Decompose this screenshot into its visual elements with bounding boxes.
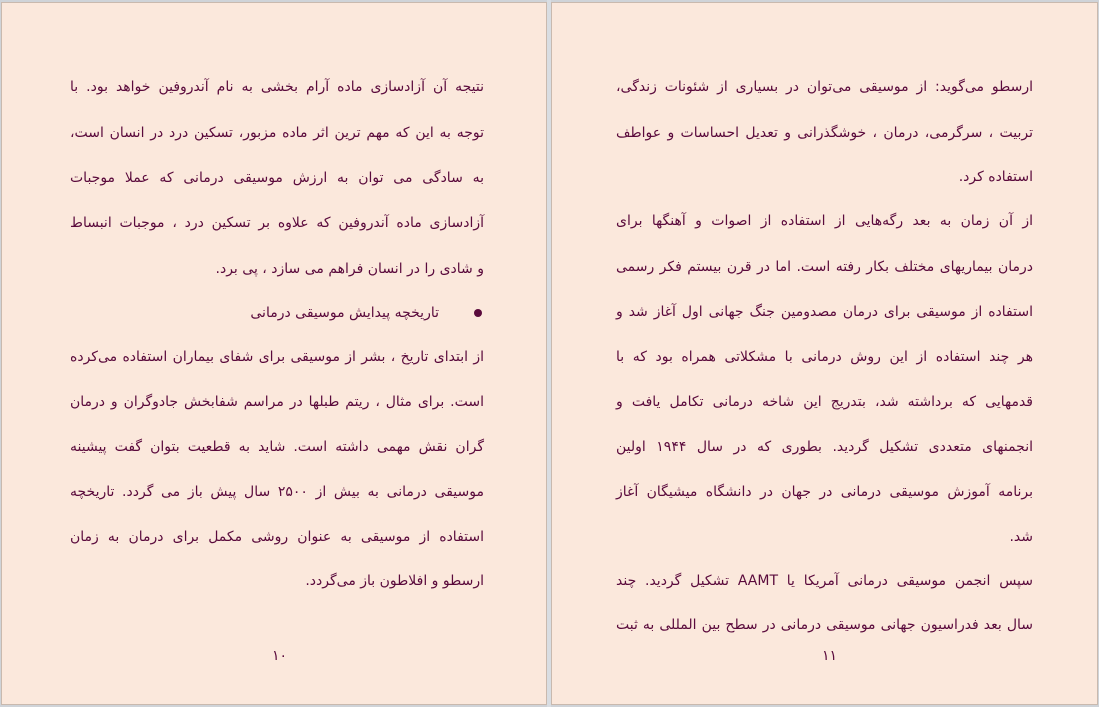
text-line: استفاده از موسیقی به عنوان روشی مکمل برای درمان به زمان	[70, 529, 484, 545]
bullet-icon	[474, 309, 482, 317]
left-page	[1, 2, 547, 705]
text-line: استفاده از موسیقی برای درمان مصدومین جنگ جهانی اول آغاز شد و	[616, 304, 1033, 320]
text-line: گران نقش مهمی داشته است. شاید به قطعیت بتوان گفت پیشینه	[70, 439, 484, 455]
text-line: ارسطو و افلاطون باز می‌گردد.	[305, 573, 484, 589]
text-line: هر چند استفاده از این روش درمانی با مشکلاتی همراه بود که با	[616, 349, 1033, 365]
text-line: آزادسازی ماده آندروفین که علاوه بر تسکین درد ، موجبات انبساط	[70, 215, 484, 231]
text-line: سپس انجمن موسیقی درمانی آمریکا یا AAMT تشکیل گردید. چند	[616, 573, 1033, 589]
text-line: شد.	[1009, 529, 1033, 545]
right-page-body	[616, 75, 1033, 635]
text-line: از ابتدای تاریخ ، بشر از موسیقی برای شفای بیماران استفاده می‌کرده	[70, 349, 484, 365]
text-line: از آن زمان به بعد رگه‌هایی از استفاده از اصوات و آهنگها برای	[616, 213, 1033, 229]
text-line: نتیجه آن آزادسازی ماده آرام بخشی به نام آندروفین خواهد بود. با	[70, 79, 484, 95]
text-line: توجه به این که مهم ترین اثر ماده مزبور، تسکین درد در انسان است،	[70, 125, 484, 141]
right-page	[551, 2, 1098, 705]
text-line: است. برای مثال ، ریتم طبلها در مراسم شفابخش جادوگران و درمان	[70, 394, 484, 410]
text-line: تربیت ، سرگرمی، درمان ، خوشگذرانی و تعدیل احساسات و عواطف	[616, 125, 1033, 141]
text-line: انجمنهای متعددی تشکیل گردید. بطوری که در سال ۱۹۴۴ اولین	[616, 439, 1033, 455]
text-line: سال بعد فدراسیون جهانی موسیقی درمانی در سطح بین المللی به ثبت	[616, 617, 1033, 633]
text-line: قدمهایی که برداشته شد، بتدریج این شاخه درمانی تکامل یافت و	[616, 394, 1033, 410]
left-page-body	[70, 75, 484, 615]
page-number: ۱۰	[272, 648, 288, 664]
text-line: موسیقی درمانی به بیش از ۲۵۰۰ سال پیش باز می گردد. تاریخچه	[70, 484, 484, 500]
text-line: درمان بیماریهای مختلف بکار رفته است. اما در قرن بیستم فکر رسمی	[616, 259, 1033, 275]
text-line: و شادی را در انسان فراهم می سازد ، پی برد.	[215, 261, 484, 277]
text-line: ارسطو می‌گوید: از موسیقی می‌توان در بسیاری از شئونات زندگی،	[616, 79, 1033, 95]
section-heading	[70, 301, 484, 325]
page-number: ۱۱	[822, 648, 838, 664]
text-line: برنامه آموزش موسیقی درمانی در جهان در دانشگاه میشیگان آغاز	[616, 484, 1033, 500]
text-line: استفاده کرد.	[958, 169, 1033, 185]
text-line: به سادگی می توان به ارزش موسیقی درمانی که عملا موجبات	[70, 170, 484, 186]
section-heading-text: تاریخچه پیدایش موسیقی درمانی	[250, 305, 439, 321]
